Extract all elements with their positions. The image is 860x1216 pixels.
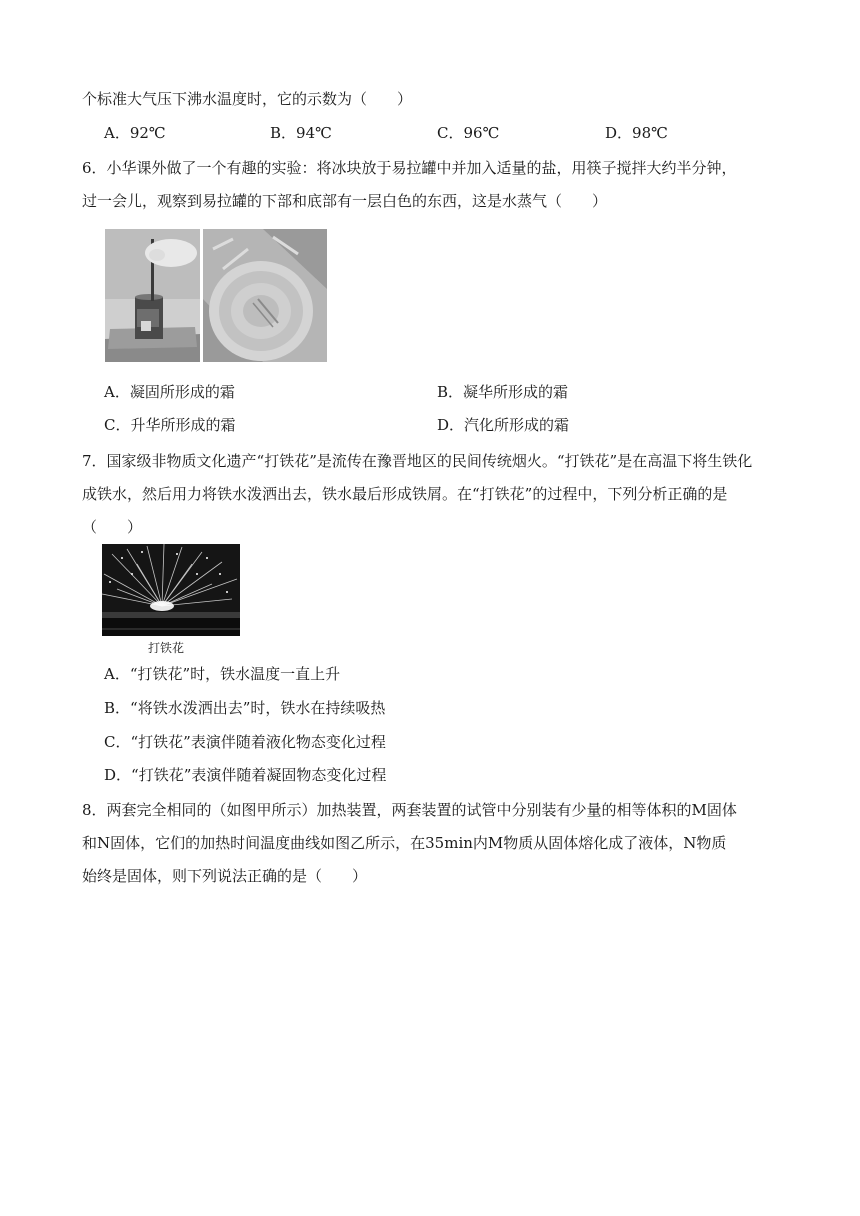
q7-option-b: B．“将铁水泼洒出去”时，铁水在持续吸热 <box>104 699 386 717</box>
q5-option-c: C．96℃ <box>437 124 500 142</box>
frosted-can-bottom-photo <box>203 229 327 362</box>
q7-stem-line-2: 成铁水，然后用力将铁水泼洒出去，铁水最后形成铁屑。在“打铁花”的过程中，下列分析正确的是 <box>82 485 728 503</box>
q8-stem-line-2: 和N固体，它们的加热时间温度曲线如图乙所示，在35min内M物质从固体熔化成了液体，N物质 <box>82 834 727 852</box>
stirring-can-photo <box>105 229 200 362</box>
q6-option-a: A．凝固所形成的霜 <box>104 383 235 401</box>
q6-option-c: C．升华所形成的霜 <box>104 416 236 434</box>
q6-option-b: B．凝华所形成的霜 <box>437 383 569 401</box>
q5-option-b: B．94℃ <box>270 124 332 142</box>
q8-stem-line-1: 8．两套完全相同的（如图甲所示）加热装置，两套装置的试管中分别装有少量的相等体积的M固体 <box>82 801 737 819</box>
q5-stem: 个标准大气压下沸水温度时，它的示数为（ ） <box>82 90 413 108</box>
q7-option-c: C．“打铁花”表演伴随着液化物态变化过程 <box>104 733 386 751</box>
q5-option-a: A．92℃ <box>104 124 166 142</box>
q6-stem-line-2: 过一会儿，观察到易拉罐的下部和底部有一层白色的东西，这是水蒸气（ ） <box>82 192 608 210</box>
q7-option-a: A．“打铁花”时，铁水温度一直上升 <box>104 665 341 683</box>
q7-option-d: D．“打铁花”表演伴随着凝固物态变化过程 <box>104 766 387 784</box>
q8-stem-line-3: 始终是固体，则下列说法正确的是（ ） <box>82 867 368 885</box>
q7-stem-line-3: （ ） <box>82 518 143 536</box>
q7-stem-line-1: 7．国家级非物质文化遗产“打铁花”是流传在豫晋地区的民间传统烟火。“打铁花”是在高温下将生铁化 <box>82 452 753 470</box>
iron-flower-photo <box>102 544 240 636</box>
q6-option-d: D．汽化所形成的霜 <box>437 416 570 434</box>
q6-stem-line-1: 6．小华课外做了一个有趣的实验：将冰块放于易拉罐中并加入适量的盐，用筷子搅拌大约半分钟， <box>82 159 737 177</box>
iron-flower-caption: 打铁花 <box>148 641 185 655</box>
q5-option-d: D．98℃ <box>605 124 668 142</box>
